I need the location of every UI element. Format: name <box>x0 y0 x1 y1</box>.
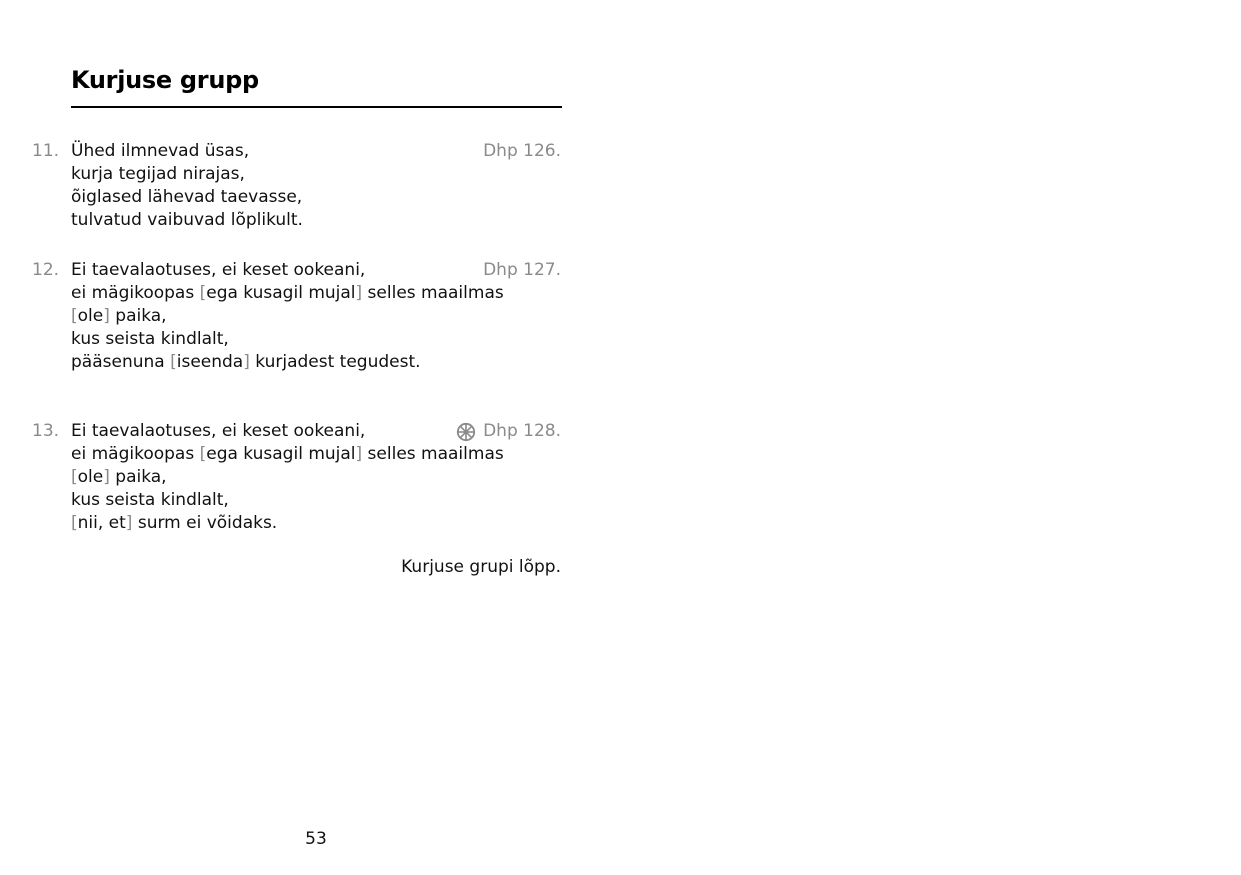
verse-text: selles maailmas <box>362 444 504 464</box>
verse-lines <box>71 259 504 374</box>
verse-text: ega kusagil mujal <box>206 444 356 464</box>
bracket-mark: ] <box>243 352 250 372</box>
bracket-mark: [ <box>71 467 78 487</box>
bracket-mark: [ <box>199 283 207 303</box>
verse-text: Ei taevalaotuses, ei keset ookeani, <box>71 260 366 280</box>
verse-reference-text: Dhp 126. <box>483 141 561 161</box>
verse-text: iseenda <box>176 352 244 372</box>
verse-lines <box>71 140 303 232</box>
bracket-mark: [ <box>199 444 207 464</box>
verse-line <box>71 420 504 443</box>
verse-line <box>71 512 504 535</box>
verse-line <box>71 466 504 489</box>
verse-line <box>71 305 504 328</box>
verse-text: nii, et <box>77 513 126 533</box>
verse-line <box>71 186 303 209</box>
verse-text: ei mägikoopas <box>71 283 200 303</box>
verse-text: selles maailmas <box>362 283 504 303</box>
verse-text: ole <box>77 306 104 326</box>
verse-number: 11. <box>32 141 60 161</box>
verse-reference-text: Dhp 127. <box>483 260 561 280</box>
bracket-mark: ] <box>355 283 363 303</box>
page-title: Kurjuse grupp <box>71 66 259 94</box>
verse-text: paika, <box>109 306 167 326</box>
verse-text: ega kusagil mujal <box>206 283 356 303</box>
verse-text: Ühed ilmnevad üsas, <box>71 141 250 161</box>
section-end-note: Kurjuse grupi lõpp. <box>401 557 561 577</box>
verse-line <box>71 163 303 186</box>
verse-text: kus seista kindlalt, <box>71 329 229 349</box>
verse-line <box>71 443 504 466</box>
verse-lines <box>71 420 504 535</box>
verse-line <box>71 259 504 282</box>
verse-text: kurjadest tegudest. <box>249 352 421 372</box>
verse-text: tulvatud vaibuvad lõplikult. <box>71 210 303 230</box>
bracket-mark: ] <box>103 306 110 326</box>
verse-reference-text: Dhp 128. <box>483 421 561 441</box>
verse-text: ei mägikoopas <box>71 444 200 464</box>
bracket-mark: [ <box>170 352 177 372</box>
verse-text: õiglased lähevad taevasse, <box>71 187 303 207</box>
bracket-mark: [ <box>71 306 78 326</box>
bracket-mark: ] <box>103 467 110 487</box>
verse-text: kus seista kindlalt, <box>71 490 229 510</box>
verse-line <box>71 328 504 351</box>
verse-line <box>71 282 504 305</box>
verse-number: 12. <box>32 260 60 280</box>
title-divider <box>71 106 562 108</box>
verse-line <box>71 489 504 512</box>
verse-reference <box>483 140 561 163</box>
bracket-mark: ] <box>125 513 133 533</box>
verse-line <box>71 351 504 374</box>
page-number: 53 <box>305 829 327 849</box>
verse-line <box>71 140 303 163</box>
verse-text: kurja tegijad nirajas, <box>71 164 245 184</box>
verse-text: ole <box>77 467 104 487</box>
verse-line <box>71 209 303 232</box>
bracket-mark: [ <box>71 513 78 533</box>
verse-text: Ei taevalaotuses, ei keset ookeani, <box>71 421 366 441</box>
bracket-mark: ] <box>355 444 363 464</box>
verse-text: pääsenuna <box>71 352 171 372</box>
verse-number: 13. <box>32 421 60 441</box>
verse-text: paika, <box>109 467 167 487</box>
verse-text: surm ei võidaks. <box>132 513 278 533</box>
